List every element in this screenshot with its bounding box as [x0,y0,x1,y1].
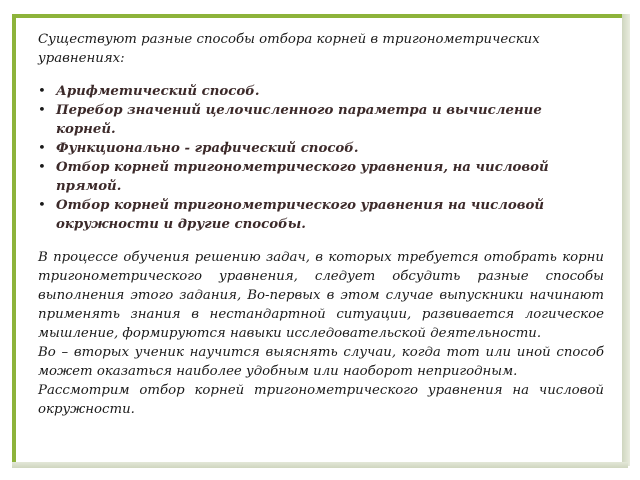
bullet-icon: • [38,141,46,156]
method-item [38,101,604,139]
bullet-icon: • [38,160,46,175]
bottom-shadow-edge [12,462,628,468]
method-label: Перебор значений целочисленного параметра и вычисление корней. [56,103,542,137]
method-label: Арифметический способ. [56,84,260,99]
method-label: Отбор корней тригонометрического уравнения, на числовой прямой. [56,160,549,194]
bullet-icon: • [38,198,46,213]
method-item [38,196,604,234]
method-item [38,139,604,158]
intro-text: Существуют разные способы отбора корней в тригонометрических уравнениях: [38,32,540,66]
left-accent-bar [12,14,16,466]
paragraph-learning: В процессе обучения решению задач, в которых требуется отобрать корни тригонометрического уравнения, следует обсудить разные способы выполнения этого задания, Во-первых в этом случае выпускники начинают применять знания в нестандартной ситуации, развивается логическое мышление, формируются навыки исследовательской деятельности. [38,250,604,341]
top-accent-bar [12,14,628,18]
right-shadow-edge [622,14,630,466]
methods-list [38,82,604,234]
slide-content [38,30,604,419]
method-label: Отбор корней тригонометрического уравнения на числовой окружности и другие способы. [56,198,545,232]
method-item [38,82,604,101]
bullet-icon: • [38,103,46,118]
paragraph-second: Во – вторых ученик научится выяснять случаи, когда тот или иной способ может оказаться наиболее удобным или наоборот непригодным. [38,345,604,379]
paragraph-consider: Рассмотрим отбор корней тригонометрического уравнения на числовой окружности. [38,383,604,417]
method-label: Функционально - графический способ. [56,141,359,156]
bullet-icon: • [38,84,46,99]
method-item [38,158,604,196]
